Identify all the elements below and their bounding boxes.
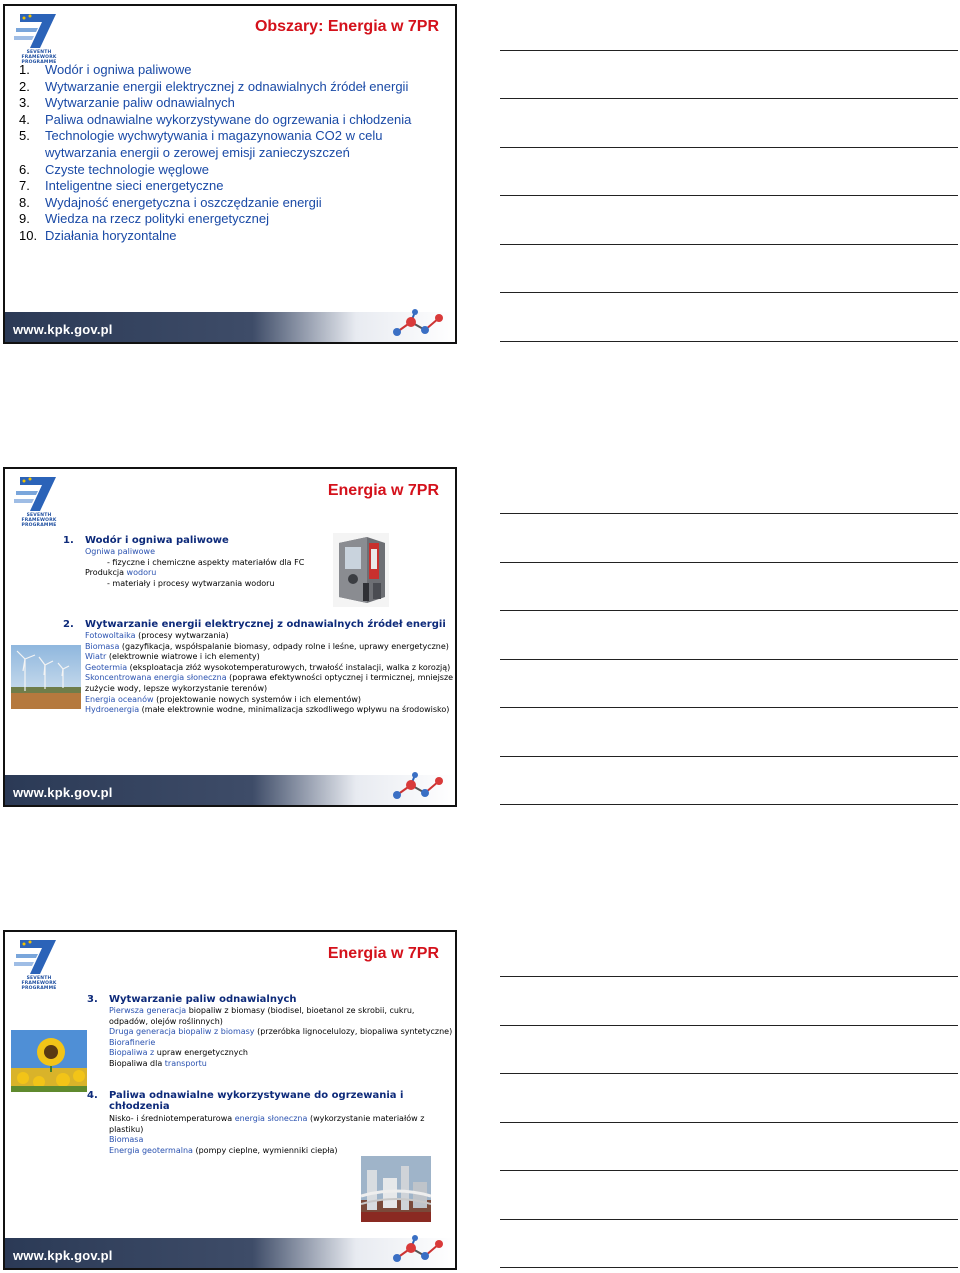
note-line (500, 147, 958, 148)
slide-footer (5, 775, 455, 805)
list-item: 10. Działania horyzontalne (19, 227, 177, 243)
slide-footer (5, 1238, 455, 1268)
note-line (500, 562, 958, 563)
fp7-logo (10, 10, 62, 65)
sunflower-image (11, 1030, 87, 1092)
section-body: Fotowoltaika (procesy wytwarzania) Biomasa (gazyfikacja, współspalanie biomasy, odpady rolne i leśne, uprawy energetyczne) Wiatr (elektrownie wiatrowe i ich elementy) Geotermia (eksploatacja złóż wysokotemperaturowych, trwałość instalacji, walka z korozją) Skoncentrowana energia słoneczna (poprawa efektywności optycznej i termicznej, mniejsze zużycie wody, lepsze wykorzystanie terenów) Energia oceanów (projektowanie nowych systemów i ich elementów) Hydroenergia (małe elektrownie wodne, minimalizacja szkodliwego wpływu na środowisko) (85, 631, 454, 715)
note-line (500, 341, 958, 342)
note-line (500, 50, 958, 51)
website-link[interactable]: www.kpk.gov.pl (13, 322, 113, 337)
slide-3 (3, 930, 457, 1270)
fuel-cell-device-image (333, 533, 389, 607)
website-link[interactable]: www.kpk.gov.pl (13, 1248, 113, 1263)
section-heading: 1. Wodór i ogniwa paliwowe (63, 535, 229, 546)
slide-footer (5, 312, 455, 342)
list-item: 4. Paliwa odnawialne wykorzystywane do ogrzewania i chłodzenia (19, 111, 412, 127)
molecule-icon (389, 771, 449, 803)
program-caption: SEVENTH FRAMEWORK PROGRAMME (21, 50, 57, 65)
list-item-text: Wytwarzanie paliw odnawialnych (45, 95, 235, 111)
list-item-text: Paliwa odnawialne wykorzystywane do ogrzewania i chłodzenia (45, 111, 412, 127)
section-heading: 2. Wytwarzanie energii elektrycznej z odnawialnych źródeł energii (63, 619, 446, 630)
slide-title: Energia w 7PR (327, 945, 439, 962)
list-item: 9. Wiedza na rzecz polityki energetycznej (19, 211, 269, 227)
note-line (500, 244, 958, 245)
list-item: 1. Wodór i ogniwa paliwowe (19, 62, 192, 77)
areas-list (19, 62, 439, 245)
section-body: Nisko- i średniotemperaturowa energia słoneczna (wykorzystanie materiałów z plastiku) Biomasa Energia geotermalna (pompy cieplne, wymienniki ciepła) (109, 1114, 425, 1155)
geothermal-plant-image (361, 1156, 431, 1222)
program-caption: SEVENTH FRAMEWORK PROGRAMME (21, 976, 57, 991)
list-item: 8. Wydajność energetyczna i oszczędzanie energii (19, 194, 322, 210)
slide-1 (3, 4, 457, 344)
note-line (500, 1073, 958, 1074)
list-item-text: Wytwarzanie energii elektrycznej z odnawialnych źródeł energii (45, 78, 409, 94)
slide-title: Obszary: Energia w 7PR (254, 18, 439, 35)
website-link[interactable]: www.kpk.gov.pl (13, 785, 113, 800)
list-item-text: Czyste technologie węglowe (45, 161, 210, 177)
list-item-text: Działania horyzontalne (45, 227, 177, 243)
note-line (500, 1219, 958, 1220)
note-line (500, 976, 958, 977)
list-item: 5. Technologie wychwytywania i magazynowania CO2 w celu wytwarzania energii o zerowej emisji zanieczyszczeń (19, 128, 439, 161)
note-line (500, 1170, 958, 1171)
section-heading: 3. Wytwarzanie paliw odnawialnych (87, 994, 297, 1005)
list-item-text: Wodór i ogniwa paliwowe (45, 62, 192, 77)
list-item: 2. Wytwarzanie energii elektrycznej z odnawialnych źródeł energii (19, 78, 409, 94)
note-line (500, 659, 958, 660)
list-item-text: Inteligentne sieci energetyczne (45, 178, 224, 194)
note-line (500, 292, 958, 293)
note-line (500, 1267, 958, 1268)
note-line (500, 610, 958, 611)
section-body: Ogniwa paliwowe - fizyczne i chemiczne aspekty materiałów dla FC Produkcja wodoru - materiały i procesy wytwarzania wodoru (85, 547, 305, 588)
note-line (500, 756, 958, 757)
section-body: Pierwsza generacja biopaliw z biomasy (biodisel, bioetanol ze skrobii, cukru, odpadów, olejów roślinnych) Druga generacja biopaliw z biomasy (przeróbka lignocelulozy, biopaliwa syntetyczne) Biorafinerie Biopaliwa z upraw energetycznych Biopaliwa dla transportu (109, 1006, 453, 1068)
note-line (500, 1122, 958, 1123)
note-line (500, 804, 958, 805)
molecule-icon (389, 308, 449, 340)
fp7-logo (10, 936, 62, 991)
note-line (500, 707, 958, 708)
note-line (500, 195, 958, 196)
note-line (500, 1025, 958, 1026)
list-item: 6. Czyste technologie węglowe (19, 161, 210, 177)
list-item: 7. Inteligentne sieci energetyczne (19, 178, 224, 194)
section-heading: 4. Paliwa odnawialne wykorzystywane do ogrzewania i chłodzenia (87, 1090, 404, 1112)
list-item-text: Technologie wychwytywania i magazynowania CO2 w celu wytwarzania energii o zerowej emisji zanieczyszczeń (45, 128, 383, 160)
fp7-logo (10, 473, 62, 528)
molecule-icon (389, 1234, 449, 1266)
list-item: 3. Wytwarzanie paliw odnawialnych (19, 95, 235, 111)
program-caption: SEVENTH FRAMEWORK PROGRAMME (21, 513, 57, 528)
list-item-text: Wiedza na rzecz polityki energetycznej (45, 211, 269, 227)
wind-turbines-image (11, 645, 81, 709)
slide-2 (3, 467, 457, 807)
note-line (500, 98, 958, 99)
note-line (500, 513, 958, 514)
list-item-text: Wydajność energetyczna i oszczędzanie energii (45, 194, 322, 210)
slide-title: Energia w 7PR (327, 482, 439, 499)
